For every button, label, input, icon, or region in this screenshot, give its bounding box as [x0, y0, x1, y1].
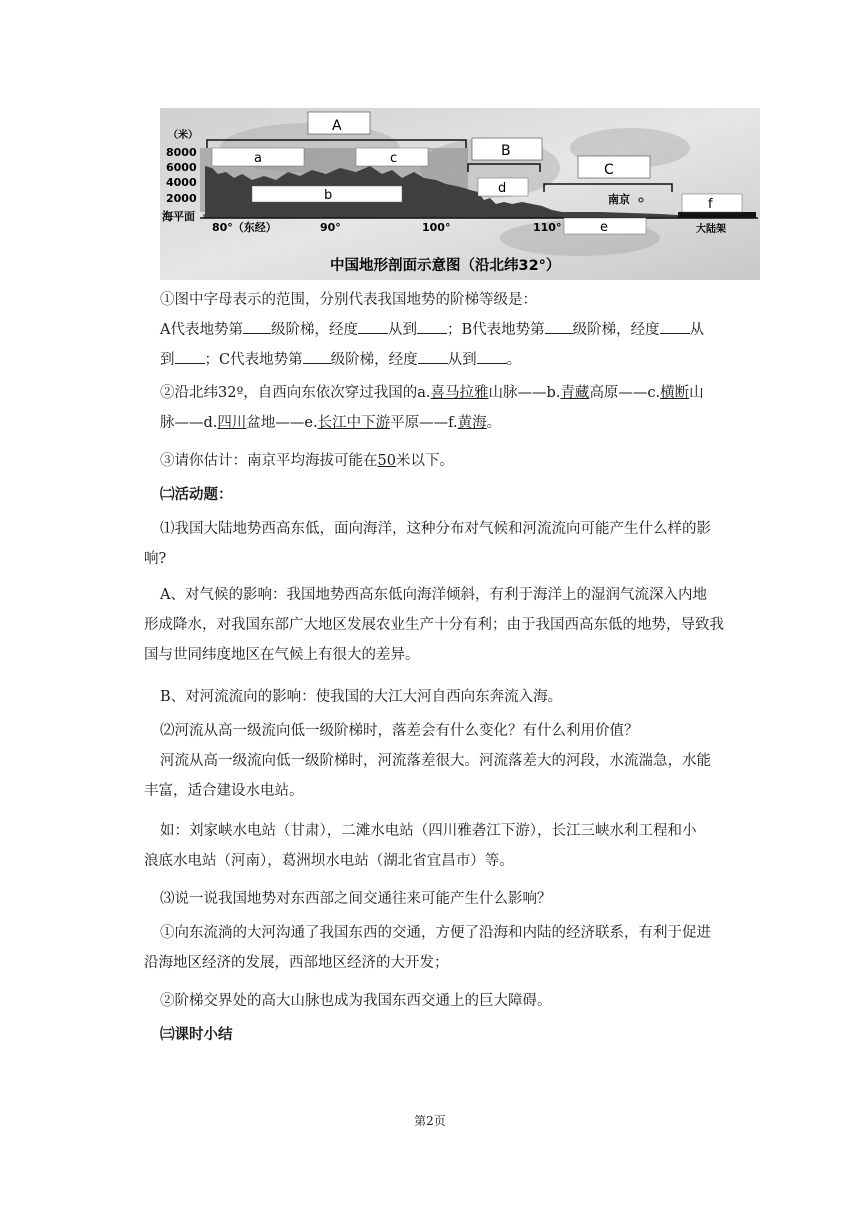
activity-1-answer-A: A、对气候的影响：我国地势西高东低向海洋倾斜，有利于海洋上的湿润气流深入内地 形成降水，对我国东部广大地区发展农业生产十分有利；由于我国西高东低的地势，导致我 国与世同纬度地区在气候上有很大的差异。 — [144, 587, 724, 663]
activity-1-answer-B: B、对河流流向的影响：使我国的大江大河自西向东奔流入海。 — [160, 689, 563, 705]
q1-line2: A代表地势第 级阶梯，经度 从到 ；B代表地势第 级阶梯，经度 从 — [160, 315, 736, 345]
activity-3-point-2: ②阶梯交界处的高大山脉也成为我国东西交通上的巨大障碍。 — [160, 993, 552, 1009]
q2-block — [160, 378, 736, 438]
activity-3: ⑶说一说我国地势对东西部之间交通往来可能产生什么影响？ — [160, 891, 552, 907]
activity-3-point-1: ①向东流淌的大河沟通了我国东西的交通，方便了沿海和内陆的经济联系，有利于促进 沿海地区经济的发展，西部地区经济的大开发； — [144, 925, 711, 971]
terrain-profile-figure — [160, 108, 760, 280]
q2-line2: 脉——d.四川盆地——e.长江中下游平原——f.黄海。 — [160, 415, 502, 431]
y-unit: （米） — [168, 130, 198, 141]
q3-line: ③请你估计：南京平均海拔可能在50米以下。 — [160, 453, 454, 469]
x-tick-80: 80°（东经） — [212, 221, 277, 234]
y-tick-6000: 6000 — [166, 161, 197, 174]
x-tick-100: 100° — [422, 221, 451, 234]
q1-line3: 到 ；C代表地势第 级阶梯，经度 从到 。 — [160, 345, 736, 375]
city-nanjing: 南京 — [608, 193, 630, 206]
y-tick-2000: 2000 — [166, 192, 197, 205]
label-A: A — [332, 118, 342, 134]
y-tick-8000: 8000 — [166, 146, 197, 159]
y-tick-sea-level: 海平面 — [162, 210, 195, 223]
activity-2-examples: 如：刘家峡水电站（甘肃），二滩水电站（四川雅砻江下游），长江三峡水利工程和小 浪底水电站（河南），葛洲坝水电站（湖北省宜昌市）等。 — [144, 823, 697, 869]
x-tick-110: 110° — [533, 221, 562, 234]
activity-1: ⑴我国大陆地势西高东低，面向海洋，这种分布对气候和河流流向可能产生什么样的影 响? — [144, 521, 711, 567]
q1-block — [160, 285, 736, 375]
continental-shelf-bar — [678, 212, 756, 218]
label-e: e — [600, 220, 608, 235]
shelf-label: 大陆架 — [696, 224, 726, 235]
q1-line1: ①图中字母表示的范围，分别代表我国地势的阶梯等级是： — [160, 292, 537, 308]
label-C: C — [604, 162, 614, 178]
y-tick-4000: 4000 — [166, 176, 197, 189]
page-number: 第2页 — [414, 1114, 446, 1128]
label-b: b — [324, 188, 333, 203]
label-c: c — [390, 151, 398, 166]
section-summary: ㈢课时小结 — [160, 1026, 233, 1043]
label-f: f — [708, 197, 713, 212]
activity-2: ⑵河流从高一级流向低一级阶梯时，落差会有什么变化？有什么利用价值？ 河流从高一级流向低一级阶梯时，河流落差很大。河流落差大的河段，水流湍急，水能 丰富，适合建设水电站。 — [144, 723, 711, 799]
label-a: a — [254, 151, 262, 166]
figure-title: 中国地形剖面示意图（沿北纬32°） — [330, 258, 561, 274]
x-tick-90: 90° — [320, 221, 341, 234]
section-activity: ㈡活动题： — [160, 486, 233, 503]
label-B: B — [501, 143, 511, 159]
q2-line1: ②沿北纬32º，自西向东依次穿过我国的a.喜马拉雅山脉——b.青藏高原——c.横断山 — [160, 385, 704, 401]
label-d: d — [498, 181, 507, 196]
